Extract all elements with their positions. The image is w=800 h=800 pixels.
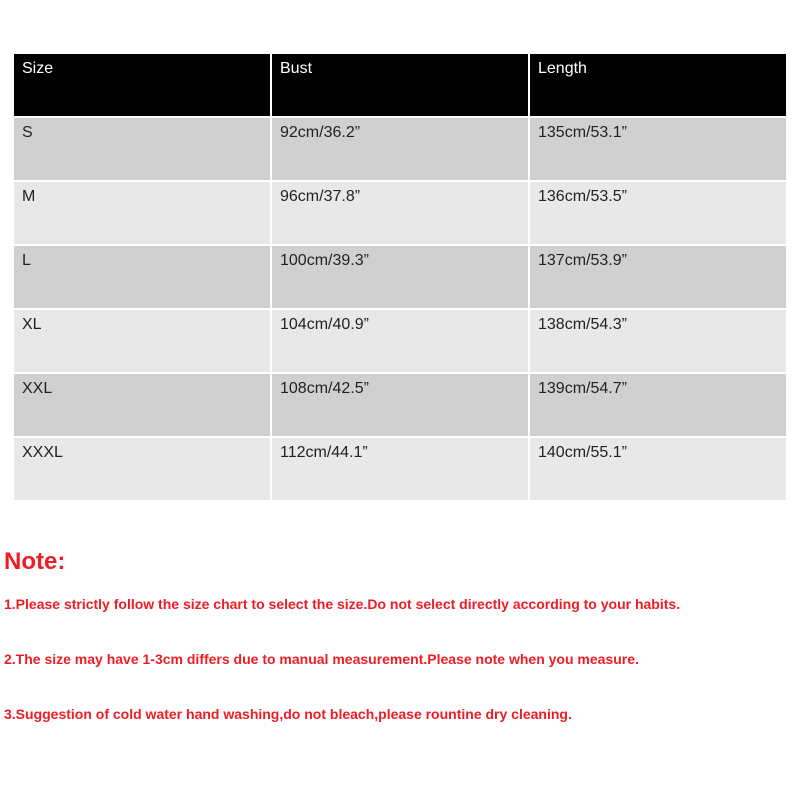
- cell-size: S: [13, 117, 271, 181]
- header-length: Length: [529, 53, 787, 117]
- cell-length: 138cm/54.3”: [529, 309, 787, 373]
- table-row: [13, 181, 787, 245]
- cell-bust: 92cm/36.2”: [271, 117, 529, 181]
- note-item: 1.Please strictly follow the size chart to select the size.Do not select directly according to your habits.: [4, 596, 681, 612]
- cell-bust: 100cm/39.3”: [271, 245, 529, 309]
- cell-size: XXL: [13, 373, 271, 437]
- note-item: 2.The size may have 1-3cm differs due to manual measurement.Please note when you measure.: [4, 651, 639, 667]
- cell-length: 139cm/54.7”: [529, 373, 787, 437]
- header-size: Size: [13, 53, 271, 117]
- table-row: [13, 245, 787, 309]
- cell-length: 137cm/53.9”: [529, 245, 787, 309]
- table-row: [13, 437, 787, 501]
- cell-size: XL: [13, 309, 271, 373]
- note-item: 3.Suggestion of cold water hand washing,do not bleach,please rountine dry cleaning.: [4, 706, 572, 722]
- header-bust: Bust: [271, 53, 529, 117]
- table-row: [13, 117, 787, 181]
- cell-bust: 112cm/44.1”: [271, 437, 529, 501]
- cell-length: 140cm/55.1”: [529, 437, 787, 501]
- size-chart-table: [12, 52, 788, 502]
- cell-size: XXXL: [13, 437, 271, 501]
- table-header-row: [13, 53, 787, 117]
- cell-length: 136cm/53.5”: [529, 181, 787, 245]
- cell-bust: 108cm/42.5”: [271, 373, 529, 437]
- cell-bust: 104cm/40.9”: [271, 309, 529, 373]
- cell-bust: 96cm/37.8”: [271, 181, 529, 245]
- table-row: [13, 373, 787, 437]
- cell-size: L: [13, 245, 271, 309]
- table-row: [13, 309, 787, 373]
- cell-size: M: [13, 181, 271, 245]
- note-heading: Note:: [4, 548, 66, 575]
- cell-length: 135cm/53.1”: [529, 117, 787, 181]
